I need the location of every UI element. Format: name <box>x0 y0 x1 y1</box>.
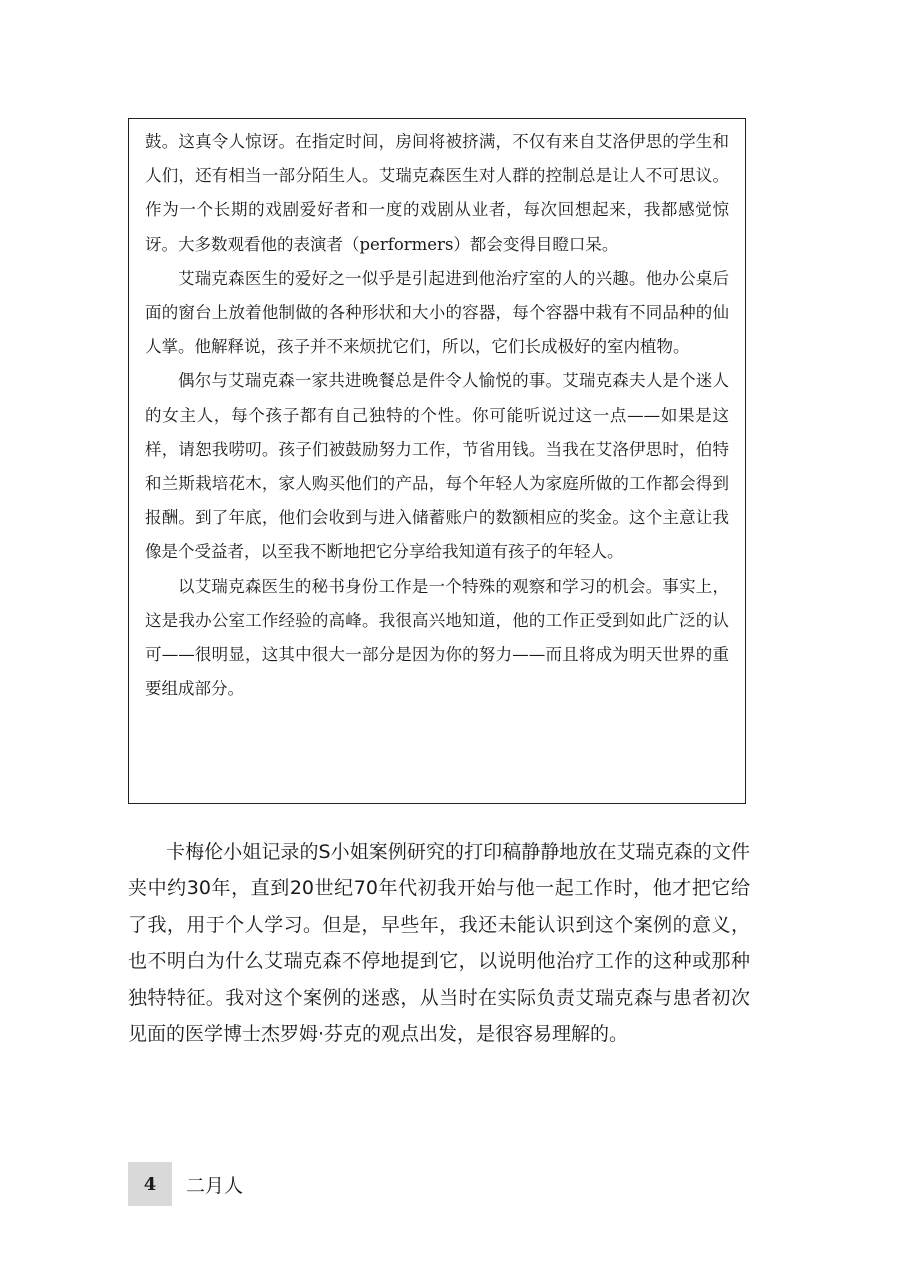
body-paragraph: 卡梅伦小姐记录的S小姐案例研究的打印稿静静地放在艾瑞克森的文件夹中约30年，直到20世纪70年代初我开始与他一起工作时，他才把它给了我，用于个人学习。但是，早些年，我还未能认识到这个案例的意义，也不明白为什么艾瑞克森不停地提到它，以说明他治疗工作的这种或那种独特特征。我对这个案例的迷惑，从当时在实际负责艾瑞克森与患者初次见面的医学博士杰罗姆·芬克的观点出发，是很容易理解的。 <box>128 841 750 1046</box>
page-footer <box>128 1162 243 1206</box>
page-number: 4 <box>128 1162 172 1206</box>
quote-paragraph-1: 鼓。这真令人惊讶。在指定时间，房间将被挤满，不仅有来自艾洛伊思的学生和人们，还有相当一部分陌生人。艾瑞克森医生对人群的控制总是让人不可思议。作为一个长期的戏剧爱好者和一度的戏剧从业者，每次回想起来，我都感觉惊讶。大多数观看他的表演者（performers）都会变得目瞪口呆。 <box>145 132 729 254</box>
running-title: 二月人 <box>186 1174 244 1197</box>
quote-paragraph-2: 艾瑞克森医生的爱好之一似乎是引起进到他治疗室的人的兴趣。他办公桌后面的窗台上放着他制做的各种形状和大小的容器，每个容器中栽有不同品种的仙人掌。他解释说，孩子并不来烦扰它们，所以，它们长成极好的室内植物。 <box>145 268 729 357</box>
quote-paragraph-4: 以艾瑞克森医生的秘书身份工作是一个特殊的观察和学习的机会。事实上，这是我办公室工作经验的高峰。我很高兴地知道，他的工作正受到如此广泛的认可——很明显，这其中很大一部分是因为你的努力——而且将成为明天世界的重要组成部分。 <box>145 576 729 699</box>
quote-paragraph-3: 偶尔与艾瑞克森一家共进晚餐总是件令人愉悦的事。艾瑞克森夫人是个迷人的女主人，每个孩子都有自己独特的个性。你可能听说过这一点——如果是这样，请恕我唠叨。孩子们被鼓励努力工作，节省用钱。当我在艾洛伊思时，伯特和兰斯栽培花木，家人购买他们的产品，每个年轻人为家庭所做的工作都会得到报酬。到了年底，他们会收到与进入储蓄账户的数额相应的奖金。这个主意让我像是个受益者，以至我不断地把它分享给我知道有孩子的年轻人。 <box>145 371 729 562</box>
quoted-letter-box <box>128 118 746 804</box>
